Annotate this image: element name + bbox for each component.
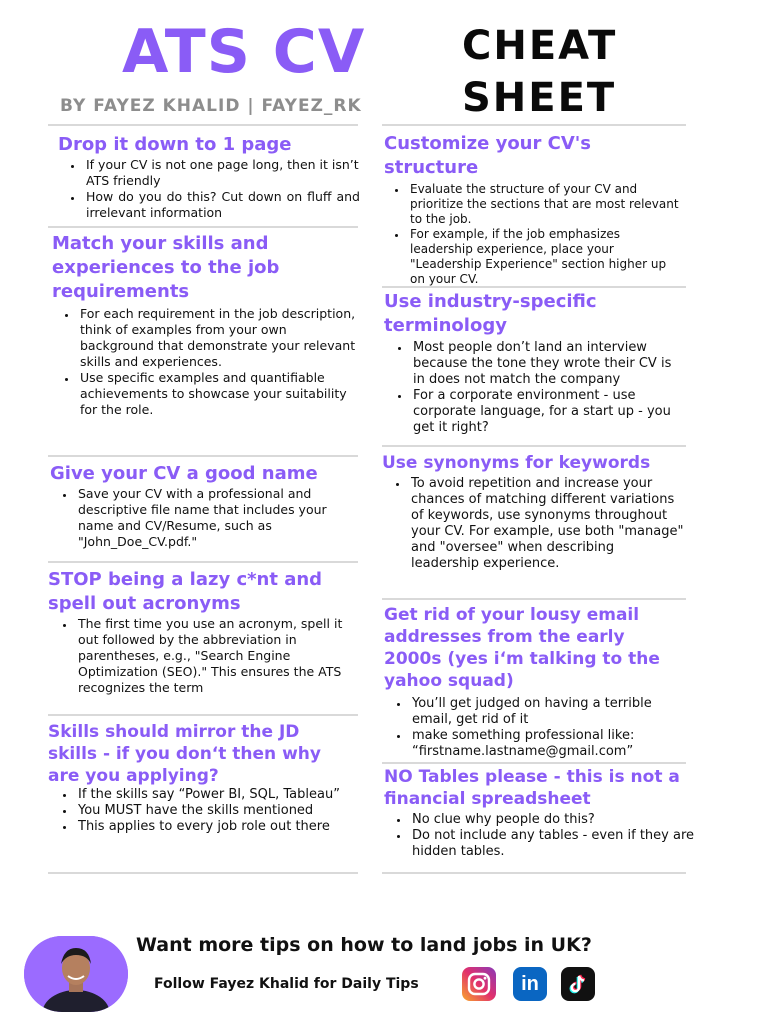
- left-section-3: [48, 462, 360, 550]
- divider: [382, 762, 686, 764]
- divider: [48, 561, 358, 563]
- divider: [382, 598, 686, 600]
- list-item: • You MUST have the skills mentioned: [76, 803, 356, 819]
- section-title: STOP being a lazy c*nt and spell out acronyms: [48, 569, 323, 614]
- section-title: Use industry-specific terminology: [384, 291, 597, 336]
- bullet-list: [384, 340, 684, 436]
- divider: [48, 455, 358, 457]
- section-title: Get rid of your lousy email addresses from the early 2000s (yes i‘m talking to the yahoo squad): [384, 605, 660, 691]
- bullet-list: [48, 306, 360, 418]
- section-title: Match your skills and experiences to the job requirements: [52, 233, 280, 302]
- page-title: ATS CV: [122, 17, 366, 87]
- list-item: • You’ll get judged on having a terrible email, get rid of it: [410, 696, 684, 728]
- list-item: • If the skills say “Power BI, SQL, Tableau”: [76, 787, 356, 803]
- person-icon: [24, 936, 128, 1012]
- cheat-sheet-label: [462, 20, 617, 124]
- divider: [48, 226, 358, 228]
- linkedin-icon[interactable]: [513, 967, 547, 1001]
- list-item: • make something professional like: “firstname.lastname@gmail.com”: [410, 728, 684, 760]
- bullet-list: [48, 486, 360, 550]
- list-item: • This applies to every job role out there: [76, 819, 356, 835]
- cta-text: Want more tips on how to land jobs in UK?: [136, 934, 592, 956]
- divider: [382, 124, 686, 126]
- divider: [48, 714, 358, 716]
- instagram-icon[interactable]: [462, 967, 496, 1001]
- list-item: • The first time you use an acronym, spell it out followed by the abbreviation in parentheses, e.g., "Search Engine Optimization (SEO)." This ensures the ATS recognizes the term: [76, 616, 360, 696]
- cheat-line-2: SHEET: [462, 75, 617, 121]
- divider: [382, 872, 686, 874]
- list-item: • For example, if the job emphasizes leadership experience, place your "Leadership Experience" section higher up on your CV.: [408, 227, 684, 287]
- list-item: • For each requirement in the job description, think of examples from your own background that demonstrate your relevant skills and experiences.: [78, 306, 360, 370]
- list-item: • Use specific examples and quantifiable achievements to showcase your suitability for the role.: [78, 370, 360, 418]
- section-title: Skills should mirror the JD skills - if you don‘t then why are you applying?: [48, 722, 321, 786]
- left-section-4: [48, 568, 360, 696]
- section-title: Drop it down to 1 page: [58, 134, 292, 155]
- bullet-list: [48, 787, 356, 835]
- list-item: • Do not include any tables - even if they are hidden tables.: [410, 828, 700, 860]
- bullet-list: [382, 476, 684, 572]
- bullet-list: [48, 616, 360, 696]
- list-item: • How do you do this? Cut down on fluff and irrelevant information: [84, 189, 360, 221]
- section-title: Customize your CV's structure: [384, 133, 592, 178]
- avatar: [24, 936, 128, 1012]
- list-item: • Most people don’t land an interview because the tone they wrote their CV is in does not match the company: [411, 340, 684, 388]
- section-title: NO Tables please - this is not a financial spreadsheet: [384, 767, 680, 809]
- right-section-3: [382, 451, 684, 572]
- right-section-1: [384, 132, 684, 287]
- right-section-2: [384, 290, 684, 436]
- divider: [382, 445, 686, 447]
- bullet-list: [384, 696, 684, 760]
- follow-text: Follow Fayez Khalid for Daily Tips: [154, 976, 419, 992]
- tiktok-icon[interactable]: [561, 967, 595, 1001]
- linkedin-label: in: [521, 972, 539, 995]
- list-item: • Evaluate the structure of your CV and prioritize the sections that are most relevant to the job.: [408, 182, 684, 227]
- cheat-line-1: CHEAT: [462, 23, 618, 69]
- divider: [48, 124, 358, 126]
- section-title: Give your CV a good name: [50, 463, 318, 484]
- left-section-5: [48, 721, 360, 835]
- list-item: • To avoid repetition and increase your chances of matching different variations of keywords, use synonyms throughout your CV. For example, use both "manage" and "oversee" when describing leadership experience.: [409, 476, 684, 572]
- left-section-2: [48, 232, 360, 418]
- right-section-5: [384, 766, 704, 860]
- left-section-1: [48, 133, 360, 221]
- bullet-list: [384, 812, 700, 860]
- right-section-4: [384, 604, 684, 760]
- byline: BY FAYEZ KHALID | FAYEZ_RK: [60, 96, 362, 116]
- bullet-list: [384, 182, 684, 287]
- divider: [48, 872, 358, 874]
- list-item: • If your CV is not one page long, then it isn’t ATS friendly: [84, 157, 360, 189]
- list-item: • For a corporate environment - use corporate language, for a start up - you get it right?: [411, 388, 684, 436]
- list-item: • Save your CV with a professional and descriptive file name that includes your name and CV/Resume, such as "John_Doe_CV.pdf.": [76, 486, 360, 550]
- list-item: • No clue why people do this?: [410, 812, 700, 828]
- bullet-list: [48, 157, 360, 221]
- divider: [382, 286, 686, 288]
- section-title: Use synonyms for keywords: [382, 453, 651, 473]
